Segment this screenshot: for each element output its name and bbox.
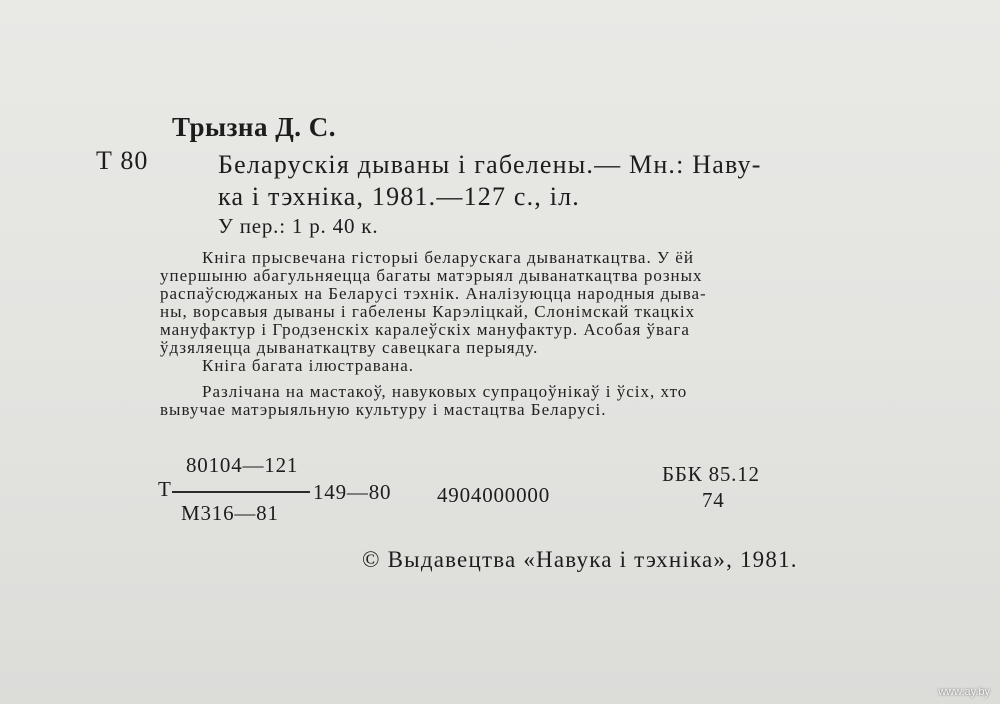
annotation-line: ўдзяляецца дыванаткацтву савецкага перыяду.	[160, 338, 539, 357]
annotation-line: ны, ворсавыя дываны і габелены Карэліцкай, Слонімскай ткацкіх	[160, 302, 696, 321]
title-line-1: Беларускія дываны і габелены.— Мн.: Наву-	[218, 150, 762, 179]
catalog-code: Т 80	[96, 146, 149, 175]
annotation-line: вывучае матэрыяльную культуру і мастацтва Беларусі.	[160, 400, 607, 419]
title-line-2: ка і тэхніка, 1981.—127 с., іл.	[218, 182, 581, 211]
annotation-line: Кніга багата ілюстравана.	[202, 356, 415, 375]
code-letter: Т	[158, 477, 172, 501]
annotation-line: Разлічана на мастакоў, навуковых супрацоўнікаў і ўсіх, хто	[202, 382, 688, 401]
code-denominator: М316—81	[181, 501, 279, 525]
annotation-line: мануфактур і Гродзенскіх каралеўскіх мануфактур. Асобая ўвага	[160, 320, 690, 339]
author-name: Трызна Д. С.	[172, 112, 337, 142]
copyright-line: © Выдавецтва «Навука і тэхніка», 1981.	[362, 547, 798, 572]
price-line: У пер.: 1 р. 40 к.	[218, 214, 379, 238]
watermark: www.ay.by	[938, 686, 990, 698]
bbk-subcode: 74	[702, 488, 725, 512]
annotation-line: упершыню абагульняецца багаты матэрыял дыванаткацтва розных	[160, 266, 703, 285]
code-number: 4904000000	[437, 483, 550, 507]
annotation-line: распаўсюджаных на Беларусі тэхнік. Аналізуюцца народныя дыва-	[160, 284, 707, 303]
code-numerator: 80104—121	[186, 453, 299, 477]
annotation-line: Кніга прысвечана гісторыі беларускага дыванаткацтва. У ёй	[202, 248, 694, 267]
code-middle: 149—80	[313, 480, 392, 504]
bbk-code: ББК 85.12	[662, 462, 760, 486]
fraction-rule	[172, 491, 310, 493]
